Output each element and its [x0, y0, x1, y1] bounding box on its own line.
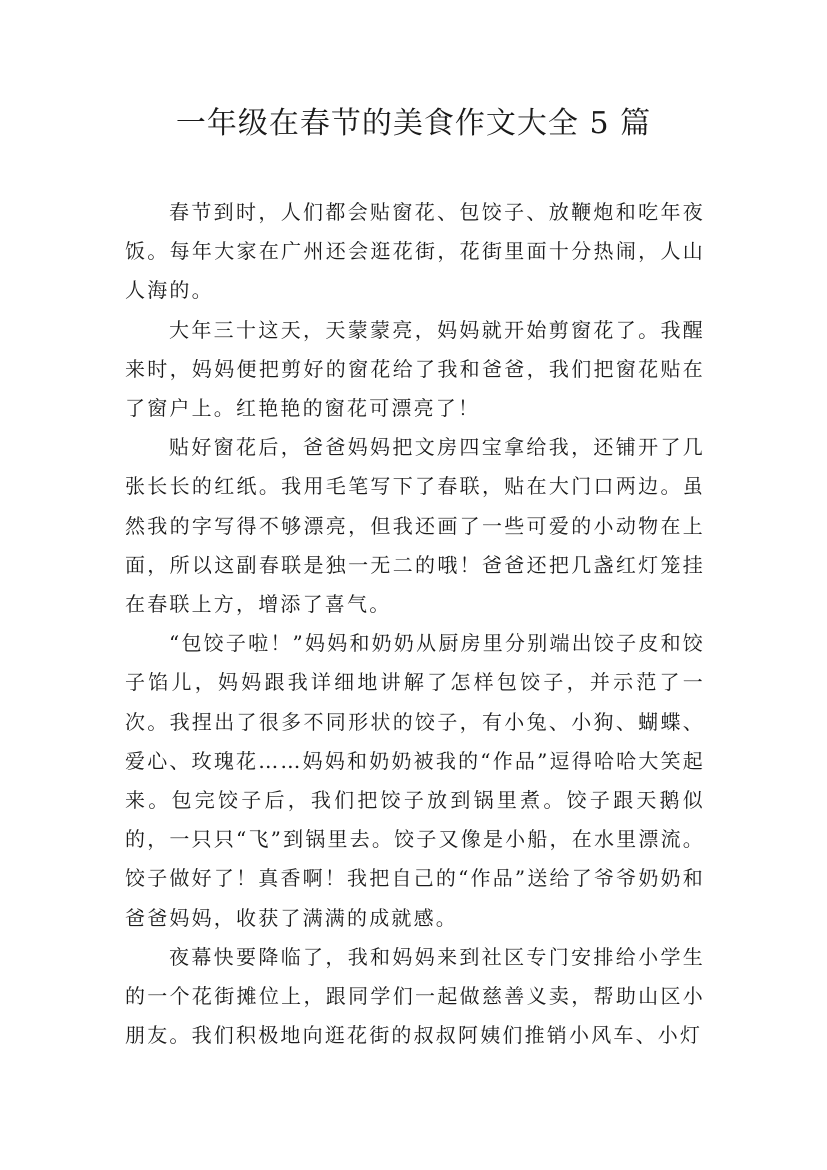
document-body: [125, 193, 705, 1055]
paragraph-2: 大年三十这天，天蒙蒙亮，妈妈就开始剪窗花了。我醒来时，妈妈便把剪好的窗花给了我和爸爸，我们把窗花贴在了窗户上。红艳艳的窗花可漂亮了！: [125, 317, 705, 421]
paragraph-5: 夜幕快要降临了，我和妈妈来到社区专门安排给小学生的一个花街摊位上，跟同学们一起做慈善义卖，帮助山区小朋友。我们积极地向逛花街的叔叔阿姨们推销小风车、小灯: [125, 944, 705, 1048]
paragraph-1: 春节到时，人们都会贴窗花、包饺子、放鞭炮和吃年夜饭。每年大家在广州还会逛花街，花街里面十分热闹，人山人海的。: [125, 200, 705, 303]
paragraph-4: “包饺子啦！”妈妈和奶奶从厨房里分别端出饺子皮和饺子馅儿，妈妈跟我详细地讲解了怎样包饺子，并示范了一次。我捏出了很多不同形状的饺子，有小兔、小狗、蝴蝶、爱心、玫瑰花……妈妈和奶奶被我的“作品”逗得哈哈大笑起来。包完饺子后，我们把饺子放到锅里煮。饺子跟天鹅似的，一只只“飞”到锅里去。饺子又像是小船，在水里漂流。饺子做好了！真香啊！我把自己的“作品”送给了爷爷奶奶和爸爸妈妈，收获了满满的成就感。: [125, 631, 705, 930]
paragraph-3: 贴好窗花后，爸爸妈妈把文房四宝拿给我，还铺开了几张长长的红纸。我用毛笔写下了春联，贴在大门口两边。虽然我的字写得不够漂亮，但我还画了一些可爱的小动物在上面，所以这副春联是独一无二的哦！爸爸还把几盏红灯笼挂在春联上方，增添了喜气。: [125, 435, 705, 617]
document-title: 一年级在春节的美食作文大全 5 篇: [175, 106, 652, 141]
